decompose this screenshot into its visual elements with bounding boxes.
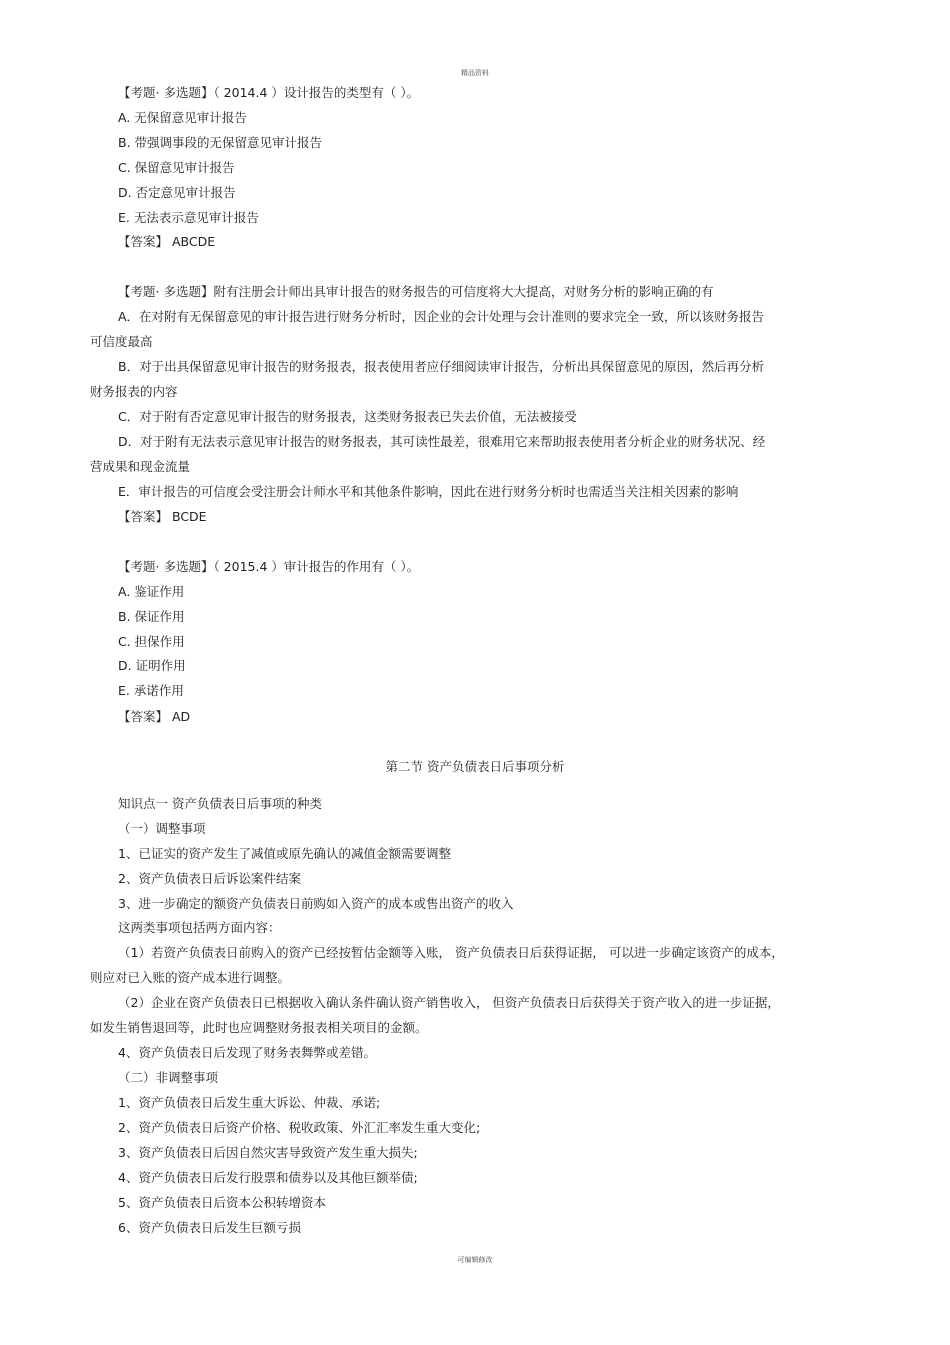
q3-option-d: D. 证明作用: [118, 658, 186, 673]
q3-stem: 【考题· 多选题】（ 2015.4 ）审计报告的作用有（ ）。: [118, 559, 420, 574]
page-header: 精品资料: [461, 69, 489, 77]
q1-option-c: C. 保留意见审计报告: [118, 160, 235, 175]
q1-option-b: B. 带强调事段的无保留意见审计报告: [118, 135, 323, 150]
q2-stem: 【考题· 多选题】附有注册会计师出具审计报告的财务报告的可信度将大大提高，对财务分析的影响正确的有: [118, 284, 714, 299]
q1-stem: 【考题· 多选题】（ 2014.4 ）设计报告的类型有（ ）。: [118, 85, 420, 100]
non-adjusting-item-3: 3、资产负债表日后因自然灾害导致资产发生重大损失;: [118, 1145, 418, 1160]
paragraph-1-cont: 则应对已入账的资产成本进行调整。: [90, 970, 291, 985]
q3-option-c: C. 担保作用: [118, 634, 185, 649]
q1-option-d: D. 否定意见审计报告: [118, 185, 236, 200]
adjusting-item-2: 2、资产负债表日后诉讼案件结案: [118, 871, 301, 886]
adjusting-item-1: 1、已证实的资产发生了减值或原先确认的减值金额需要调整: [118, 846, 451, 861]
q2-line-d: D．对于附有无法表示意见审计报告的财务报表，其可读性最差，很难用它来帮助报表使用者分析企业的财务状况、经: [118, 434, 766, 449]
q3-option-a: A. 鉴证作用: [118, 584, 185, 599]
non-adjusting-item-4: 4、资产负债表日后发行股票和债券以及其他巨额举债;: [118, 1170, 418, 1185]
paragraph-2-cont: 如发生销售退回等，此时也应调整财务报表相关项目的金额。: [90, 1020, 428, 1035]
q1-option-a: A. 无保留意见审计报告: [118, 110, 247, 125]
non-adjusting-heading: （二）非调整事项: [118, 1070, 219, 1085]
q3-option-b: B. 保证作用: [118, 609, 185, 624]
q3-option-e: E. 承诺作用: [118, 683, 184, 698]
q2-line-b: B．对于出具保留意见审计报告的财务报表，报表使用者应仔细阅读审计报告，分析出具保留意见的原因，然后再分析: [118, 359, 765, 374]
q2-line-c: C．对于附有否定意见审计报告的财务报表，这类财务报表已失去价值，无法被接受: [118, 409, 577, 424]
adjusting-item-3: 3、进一步确定的额资产负债表日前购如入资产的成本或售出资产的收入: [118, 896, 514, 911]
adjusting-events-heading: （一）调整事项: [118, 821, 206, 836]
non-adjusting-item-2: 2、资产负债表日后资产价格、税收政策、外汇汇率发生重大变化;: [118, 1120, 481, 1135]
adjusting-item-4: 4、资产负债表日后发现了财务表舞弊或差错。: [118, 1045, 376, 1060]
q2-line-a: A．在对附有无保留意见的审计报告进行财务分析时，因企业的会计处理与会计准则的要求完全一致，所以该财务报告: [118, 309, 765, 324]
non-adjusting-item-1: 1、资产负债表日后发生重大诉讼、仲裁、承诺;: [118, 1095, 381, 1110]
page-footer: 可编辑修改: [457, 1256, 493, 1264]
paragraph-1: （1）若资产负债表日前购入的资产已经按暂估金额等入账， 资产负债表日后获得证据， 可以进一步确定该资产的成本，: [118, 945, 784, 960]
q2-answer: 【答案】 BCDE: [118, 509, 207, 524]
q2-line-e: E．审计报告的可信度会受注册会计师水平和其他条件影响，因此在进行财务分析时也需适当关注相关因素的影响: [118, 484, 739, 499]
paragraph-2: （2）企业在资产负债表日已根据收入确认条件确认资产销售收入， 但资产负债表日后获得关于资产收入的进一步证据，: [118, 995, 780, 1010]
q2-line-b-cont: 财务报表的内容: [90, 384, 178, 399]
non-adjusting-item-6: 6、资产负债表日后发生巨额亏损: [118, 1220, 301, 1235]
non-adjusting-item-5: 5、资产负债表日后资本公积转增资本: [118, 1195, 326, 1210]
q1-option-e: E. 无法表示意见审计报告: [118, 210, 259, 225]
knowledge-point-title: 知识点一 资产负债表日后事项的种类: [118, 796, 322, 811]
q2-line-d-cont: 营成果和现金流量: [90, 459, 191, 474]
q2-line-a-cont: 可信度最高: [90, 334, 153, 349]
q1-answer: 【答案】 ABCDE: [118, 234, 216, 249]
q3-answer: 【答案】 AD: [118, 709, 191, 724]
section-title: 第二节 资产负债表日后事项分析: [385, 759, 565, 774]
note-line: 这两类事项包括两方面内容：: [118, 920, 281, 935]
